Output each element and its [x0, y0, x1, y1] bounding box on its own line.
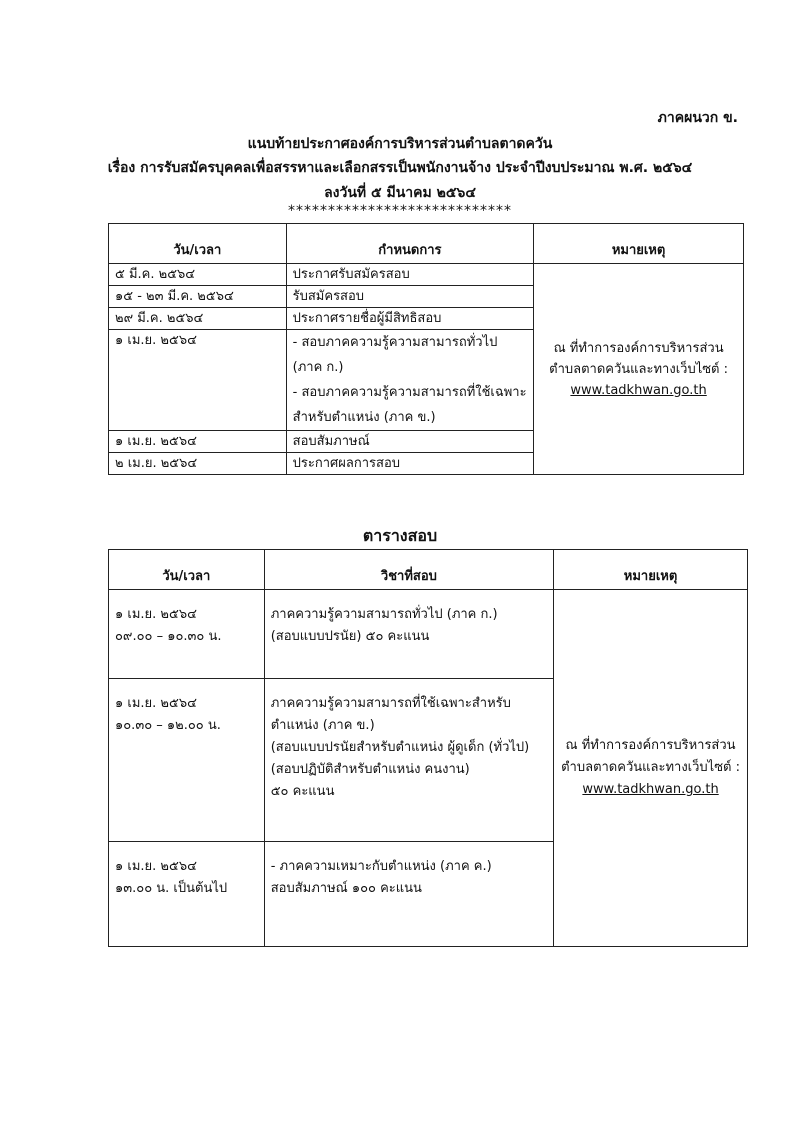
exam-table-title: ตารางสอบ [362, 526, 438, 545]
exam-table [108, 549, 748, 947]
subject-line: สอบสัมภาษณ์ ๑๐๐ คะแนน [270, 881, 422, 896]
header-note: หมายเหตุ [534, 224, 744, 264]
subject-line: เรื่อง การรับสมัครบุคคลเพื่อสรรหาและเลือกสรรเป็นพนักงานจ้าง ประจำปีงบประมาณ พ.ศ. ๒๕๖๔ [107, 160, 693, 176]
header-note: หมายเหตุ [554, 550, 748, 590]
date-line: ๑ เม.ย. ๒๕๖๔ [115, 859, 197, 874]
row-activity: สอบสัมภาษณ์ [286, 431, 534, 453]
website-link[interactable]: www.tadkhwan.go.th [570, 382, 707, 398]
date-line: ๑ เม.ย. ๒๕๖๔ [115, 607, 197, 622]
schedule-note [534, 264, 744, 475]
announcement-line: แนบท้ายประกาศองค์การบริหารส่วนตำบลตาดควัน [247, 136, 553, 152]
row-date: ๕ มี.ค. ๒๕๖๔ [109, 264, 287, 286]
subject-line: - ภาคความเหมาะกับตำแหน่ง (ภาค ค.) [270, 859, 492, 874]
separator: **************************** [288, 203, 512, 219]
table-row [109, 590, 748, 679]
time-line: ๐๙.๐๐ – ๑๐.๓๐ น. [115, 629, 222, 644]
row-activity: ประกาศรายชื่อผู้มีสิทธิสอบ [286, 308, 534, 330]
row-activity: รับสมัครสอบ [286, 286, 534, 308]
row-date [109, 679, 265, 842]
activity-line: - สอบภาคความรู้ความสามารถที่ใช้เฉพาะ [292, 385, 527, 400]
subject-line: (สอบปฏิบัติสำหรับตำแหน่ง คนงาน) [270, 762, 470, 777]
activity-line: สำหรับตำแหน่ง (ภาค ข.) [292, 410, 436, 425]
schedule-header-row [109, 224, 744, 264]
note-line: ตำบลตาดควันและทางเว็บไซต์ : [561, 760, 740, 775]
schedule-table [108, 223, 744, 475]
subject-line: ภาคความรู้ความสามารถที่ใช้เฉพาะสำหรับ [270, 696, 511, 711]
time-line: ๑๐.๓๐ – ๑๒.๐๐ น. [115, 718, 221, 733]
activity-line: - สอบภาคความรู้ความสามารถทั่วไป [292, 335, 498, 350]
row-date: ๑๕ - ๒๓ มี.ค. ๒๕๖๔ [109, 286, 287, 308]
row-date: ๑ เม.ย. ๒๕๖๔ [109, 330, 287, 431]
date-line: ลงวันที่ ๕ มีนาคม ๒๕๖๔ [324, 185, 476, 201]
subject-line: (สอบแบบปรนัย) ๕๐ คะแนน [270, 629, 430, 644]
annex-label: ภาคผนวก ข. [657, 110, 738, 126]
row-subject [264, 842, 553, 947]
note-line: ณ ที่ทำการองค์การบริหารส่วน [565, 738, 736, 753]
note-line: ตำบลตาดควันและทางเว็บไซต์ : [549, 361, 729, 377]
header-activity: กำหนดการ [286, 224, 534, 264]
row-activity: ประกาศรับสมัครสอบ [286, 264, 534, 286]
row-date: ๑ เม.ย. ๒๕๖๔ [109, 431, 287, 453]
header-date: วัน/เวลา [109, 224, 287, 264]
activity-line: (ภาค ก.) [292, 360, 344, 375]
header-subject: วิชาที่สอบ [264, 550, 553, 590]
row-date: ๒๙ มี.ค. ๒๕๖๔ [109, 308, 287, 330]
subject-line: (สอบแบบปรนัยสำหรับตำแหน่ง ผู้ดูเด็ก (ทั่วไป) [270, 740, 530, 755]
exam-note [554, 590, 748, 947]
row-subject [264, 679, 553, 842]
exam-header-row [109, 550, 748, 590]
subject-line: ภาคความรู้ความสามารถทั่วไป (ภาค ก.) [270, 607, 498, 622]
note-line: ณ ที่ทำการองค์การบริหารส่วน [553, 340, 724, 356]
header-date: วัน/เวลา [109, 550, 265, 590]
table-row [109, 264, 744, 286]
subject-line: ตำแหน่ง (ภาค ข.) [270, 718, 375, 733]
row-date [109, 590, 265, 679]
row-subject [264, 590, 553, 679]
subject-line: ๕๐ คะแนน [270, 784, 335, 799]
website-link[interactable]: www.tadkhwan.go.th [582, 782, 719, 797]
row-activity: ประกาศผลการสอบ [286, 453, 534, 475]
row-date: ๒ เม.ย. ๒๕๖๔ [109, 453, 287, 475]
row-date [109, 842, 265, 947]
time-line: ๑๓.๐๐ น. เป็นต้นไป [115, 881, 228, 896]
row-activity [286, 330, 534, 431]
date-line: ๑ เม.ย. ๒๕๖๔ [115, 696, 197, 711]
